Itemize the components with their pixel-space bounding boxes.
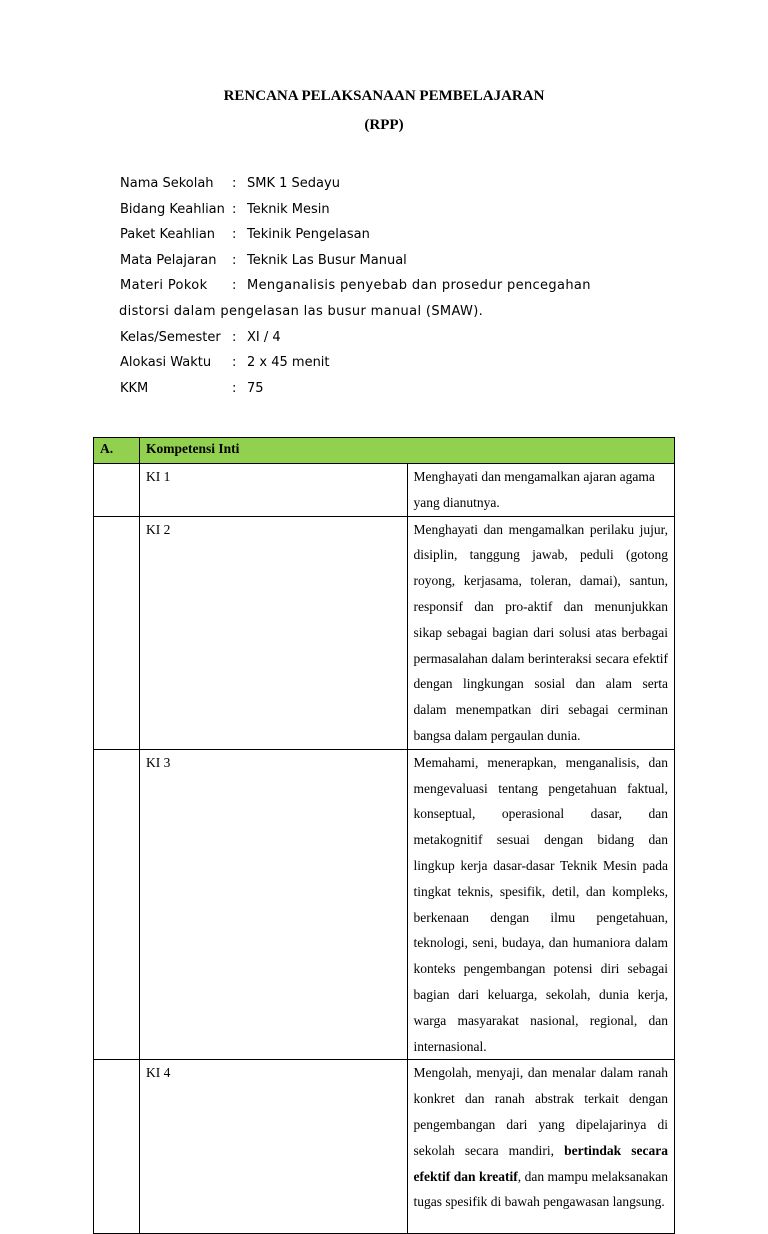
info-value: Tekinik Pengelasan bbox=[247, 227, 370, 243]
info-label: Materi Pokok bbox=[120, 278, 208, 294]
info-separator: : bbox=[232, 355, 237, 371]
table-row bbox=[94, 1060, 675, 1234]
materi-pokok-continuation bbox=[119, 299, 591, 325]
info-label: Mata Pelajaran bbox=[120, 252, 217, 268]
kompetensi-inti-table bbox=[93, 437, 675, 1234]
ki-description: Menghayati dan mengamalkan perilaku jujur, disiplin, tanggung jawab, peduli (gotong royong, kerjasama, toleran, damai), santun, responsif dan pro-aktif dan menunjukkan sikap sebagai bagian dari solusi atas berbagai permasalahan dalam berinteraksi secara efektif dengan lingkungan sosial dan alam serta dalam menempatkan diri sebagai cerminan bangsa dalam pergaulan dunia. bbox=[407, 516, 675, 749]
ki-text-bold: bertindak secara efektif dan kreatif bbox=[413, 1142, 668, 1184]
info-value: Teknik Mesin bbox=[247, 201, 330, 217]
info-label: Alokasi Waktu bbox=[120, 355, 212, 371]
ki-text: Mengolah, menyaji, dan menalar dalam ranah konkret dan ranah abstrak terkait dengan pengembangan dari yang dipelajarinya di sekolah secara mandiri, bbox=[413, 1065, 668, 1158]
ki-code: KI 1 bbox=[140, 464, 408, 517]
info-label: Paket Keahlian bbox=[120, 227, 216, 243]
info-separator: : bbox=[232, 252, 237, 268]
info-label: KKM bbox=[120, 380, 149, 396]
info-value-continuation: distorsi dalam pengelasan las busur manual (SMAW). bbox=[119, 303, 484, 319]
empty-cell bbox=[94, 464, 140, 517]
ki-code: KI 2 bbox=[140, 516, 408, 749]
info-row-kelas-semester bbox=[120, 325, 591, 351]
empty-cell bbox=[94, 516, 140, 749]
ki-code: KI 4 bbox=[140, 1060, 408, 1234]
identity-block bbox=[120, 171, 591, 401]
info-value: Teknik Las Busur Manual bbox=[247, 252, 407, 268]
ki-text: , dan mampu melaksanakan tugas spesifik di bawah pengawasan langsung. bbox=[413, 1168, 668, 1210]
table-row bbox=[94, 749, 675, 1060]
ki-description bbox=[407, 1060, 675, 1234]
info-value: XI / 4 bbox=[247, 329, 281, 345]
section-letter: A. bbox=[94, 438, 140, 464]
info-row-kkm bbox=[120, 376, 591, 402]
ki-description: Menghayati dan mengamalkan ajaran agama yang dianutnya. bbox=[407, 464, 675, 517]
ki-description: Memahami, menerapkan, menganalisis, dan mengevaluasi tentang pengetahuan faktual, konseptual, operasional dasar, dan metakognitif sesuai dengan bidang dan lingkup kerja dasar-dasar Teknik Mesin pada tingkat teknis, spesifik, detil, dan kompleks, berkenaan dengan ilmu pengetahuan, teknologi, seni, budaya, dan humaniora dalam konteks pengembangan potensi diri sebagai bagian dari keluarga, sekolah, dunia kerja, warga masyarakat nasional, regional, dan internasional. bbox=[407, 749, 675, 1060]
info-value: SMK 1 Sedayu bbox=[247, 176, 340, 191]
ki-code: KI 3 bbox=[140, 749, 408, 1060]
document-title: RENCANA PELAKSANAAN PEMBELAJARAN bbox=[223, 88, 545, 104]
empty-cell bbox=[94, 1060, 140, 1234]
info-value: Menganalisis penyebab dan prosedur pencegahan bbox=[247, 278, 591, 294]
info-row-nama-sekolah bbox=[120, 171, 591, 197]
info-label: Nama Sekolah bbox=[120, 176, 214, 191]
table-row bbox=[94, 464, 675, 517]
info-row-materi-pokok bbox=[120, 273, 591, 299]
table-header-row bbox=[94, 438, 675, 464]
info-row-bidang-keahlian bbox=[120, 197, 591, 223]
info-label: Kelas/Semester bbox=[120, 329, 221, 345]
info-separator: : bbox=[232, 278, 237, 294]
info-separator: : bbox=[232, 201, 237, 217]
info-label: Bidang Keahlian bbox=[120, 201, 225, 217]
info-separator: : bbox=[232, 380, 237, 396]
section-heading: Kompetensi Inti bbox=[140, 438, 675, 464]
info-row-alokasi-waktu bbox=[120, 350, 591, 376]
table-row bbox=[94, 516, 675, 749]
info-value: 2 x 45 menit bbox=[247, 355, 330, 371]
info-row-paket-keahlian bbox=[120, 222, 591, 248]
info-separator: : bbox=[232, 176, 237, 191]
info-row-mata-pelajaran bbox=[120, 248, 591, 274]
document-subtitle: (RPP) bbox=[364, 117, 404, 133]
info-separator: : bbox=[232, 227, 237, 243]
empty-cell bbox=[94, 749, 140, 1060]
info-separator: : bbox=[232, 329, 237, 345]
info-value: 75 bbox=[247, 380, 264, 396]
